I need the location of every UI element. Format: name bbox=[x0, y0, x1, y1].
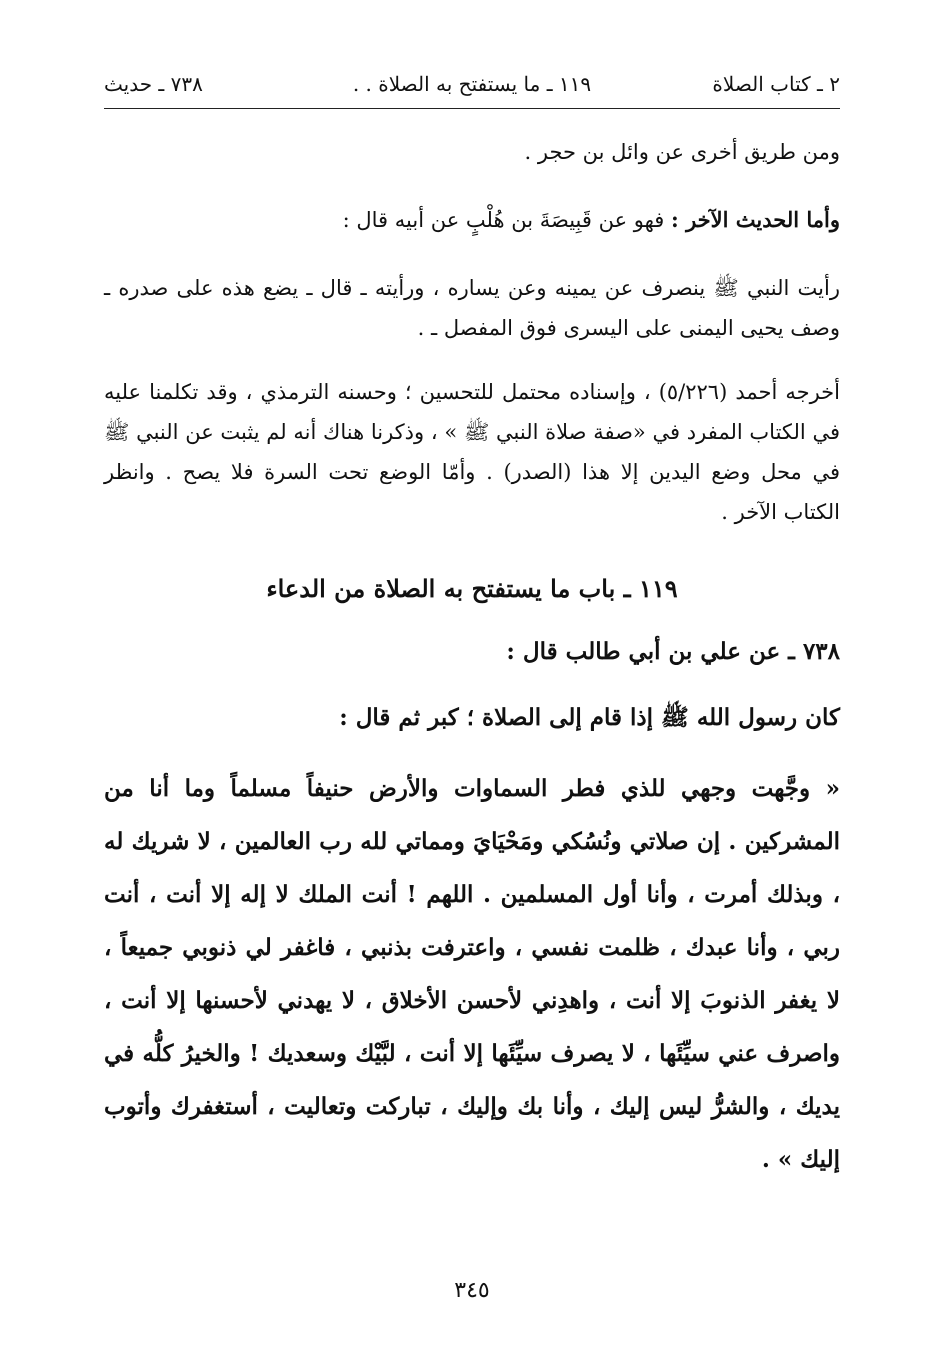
paragraph-other-hadith bbox=[104, 200, 840, 240]
paragraph-narration-chain: فهو عن قَبِيصَةَ بن هُلْبٍ عن أبيه قال : bbox=[342, 208, 672, 232]
header-book-title: ٢ ـ كتاب الصلاة bbox=[712, 72, 840, 96]
paragraph-commentary: أخرجه أحمد (٥/٢٢٦) ، وإسناده محتمل للتحسين ؛ وحسنه الترمذي ، وقد تكلمنا عليه في الكتاب المفرد في «صفة صلاة النبي ﷺ » ، وذكرنا هناك أنه لم يثبت عن النبي ﷺ في محل وضع اليدين إلا هذا (الصدر) . وأمّا الوضع تحت السرة فلا يصح . وانظر الكتاب الآخر . bbox=[104, 380, 840, 524]
paragraph-lead-phrase: وأما الحديث الآخر : bbox=[671, 207, 840, 232]
paragraph-other-route: ومن طريق أخرى عن وائل بن حجر . bbox=[524, 140, 840, 164]
paragraph-hadith-text: رأيت النبي ﷺ ينصرف عن يمينه وعن يساره ، ورأيته ـ قال ـ يضع هذه على صدره ـ وصف يحيى اليمنى على اليسرى فوق المفصل ـ . bbox=[104, 276, 840, 340]
page-body bbox=[104, 122, 840, 1186]
header-chapter-title: ١١٩ ـ ما يستفتح به الصلاة . . bbox=[352, 72, 592, 96]
hadith-intro-line: كان رسول الله ﷺ إذا قام إلى الصلاة ؛ كبر ثم قال : bbox=[339, 704, 840, 731]
chapter-heading: ١١٩ ـ باب ما يستفتح به الصلاة من الدعاء bbox=[266, 574, 678, 603]
header-divider bbox=[104, 108, 840, 109]
hadith-number-line: ٧٣٨ ـ عن علي بن أبي طالب قال : bbox=[506, 638, 840, 665]
page-number: ٣٤٥ bbox=[454, 1278, 490, 1303]
running-header bbox=[104, 66, 840, 106]
opening-supplication: « وجَّهت وجهي للذي فطر السماوات والأرض حنيفاً مسلماً وما أنا من المشركين . إن صلاتي ونُسُكي ومَحْيَايَ ومماتي لله رب العالمين ، لا شريك له ، وبذلك أمرت ، وأنا أول المسلمين . اللهم ! أنت الملك لا إله إلا أنت ، أنت ربي ، وأنا عبدك ، ظلمت نفسي ، واعترفت بذنبي ، فاغفر لي ذنوبي جميعاً ، لا يغفر الذنوبَ إلا أنت ، واهدِني لأحسن الأخلاق ، لا يهدني لأحسنها إلا أنت ، واصرف عني سيِّئَها ، لا يصرف سيِّئَها إلا أنت ، لبَّيْك وسعديك ! والخيرُ كلُّه في يديك ، والشرُّ ليس إليك ، وأنا بك وإليك ، تباركت وتعاليت ، أستغفرك وأتوب إليك » . bbox=[104, 775, 840, 1173]
header-hadith-number: ٧٣٨ ـ حديث bbox=[104, 72, 203, 96]
